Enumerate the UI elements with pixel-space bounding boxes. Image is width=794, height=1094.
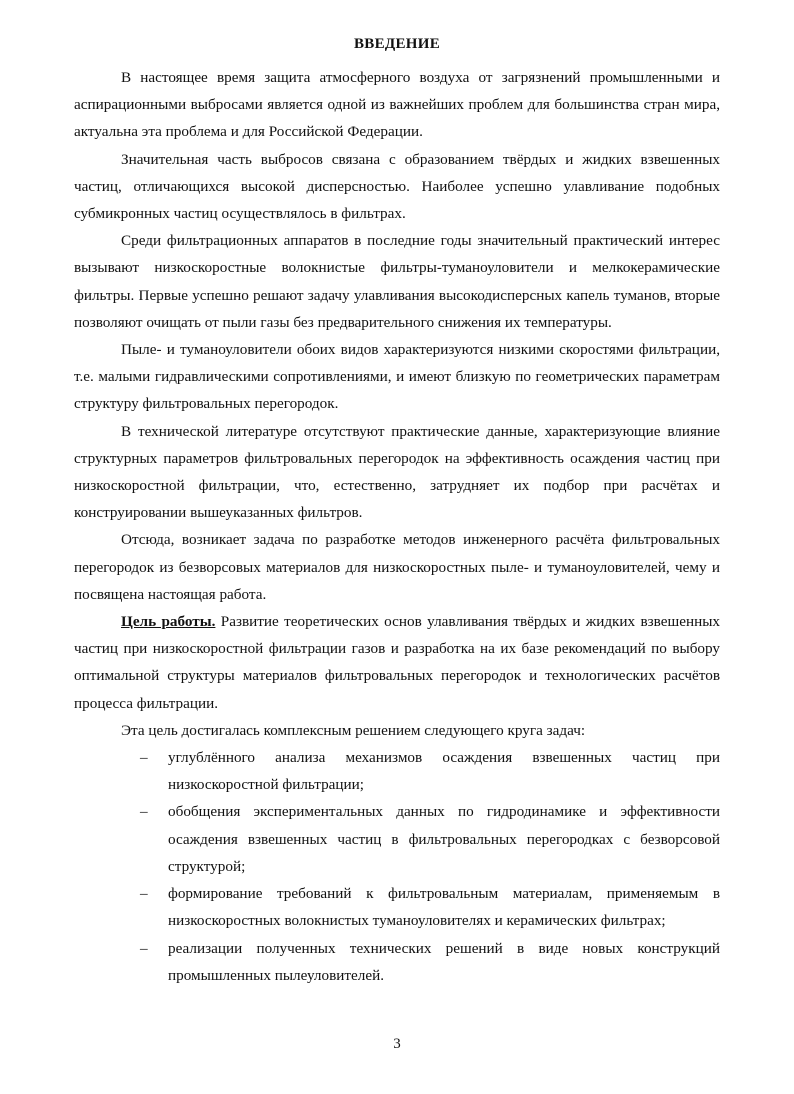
dash-marker: – xyxy=(140,749,148,767)
paragraph-1: В настоящее время защита атмосферного воздуха от загрязнений промышленными и аспирационными выбросами является одной из важнейших проблем для большинства стран мира, актуальна эта проблема и для Российской Федерации. xyxy=(74,69,720,141)
paragraph-5: В технической литературе отсутствуют практические данные, характеризующие влияние структурных параметров фильтровальных перегородок на эффективность осаждения частиц при низкоскоростной фильтрации, что, естественно, затрудняет их подбор при расчётах и конструировании вышеуказанных фильтров. xyxy=(74,422,720,522)
list-item xyxy=(74,880,720,934)
document-body xyxy=(74,64,720,989)
page-title: ВВЕДЕНИЕ xyxy=(353,36,441,52)
task-text: углублённого анализа механизмов осаждения взвешенных частиц при низкоскоростной фильтрации; xyxy=(168,749,720,794)
dash-marker: – xyxy=(140,885,148,903)
task-text: формирование требований к фильтровальным материалам, применяемым в низкоскоростных волокнистых туманоуловителях и керамических фильтрах; xyxy=(168,885,720,930)
list-item xyxy=(74,744,720,798)
paragraph-3: Среди фильтрационных аппаратов в последние годы значительный практический интерес вызывают низкоскоростные волокнистые фильтры-туманоуловители и мелкокерамические фильтры. Первые успешно решают задачу улавливания высокодисперсных капель туманов, вторые позволяют очищать от пыли газы без предварительного снижения их температуры. xyxy=(74,232,720,331)
task-text: реализации полученных технических решений в виде новых конструкций промышленных пылеуловителей. xyxy=(168,939,720,984)
paragraph-2: Значительная часть выбросов связана с образованием твёрдых и жидких взвешенных частиц, отличающихся высокой дисперсностью. Наиболее успешно улавливание подобных субмикронных частиц осуществлялось в фильтрах. xyxy=(74,150,720,223)
list-item xyxy=(74,935,720,989)
list-item xyxy=(74,798,720,880)
paragraph-6: Отсюда, возникает задача по разработке методов инженерного расчёта фильтровальных перегородок из безворсовых материалов для низкоскоростных пыле- и туманоуловителей, чему и посвящена настоящая работа. xyxy=(74,531,720,603)
dash-marker: – xyxy=(140,939,148,957)
goal-paragraph xyxy=(74,608,720,717)
task-list xyxy=(74,744,720,989)
task-text: обобщения экспериментальных данных по гидродинамике и эффективности осаждения взвешенных частиц в фильтровальных перегородках с безворсовой структурой; xyxy=(168,803,720,875)
goal-label: Цель работы. xyxy=(121,613,216,631)
tasks-intro: Эта цель достигалась комплексным решением следующего круга задач: xyxy=(121,721,586,739)
page-number: 3 xyxy=(393,1036,401,1052)
paragraph-4: Пыле- и туманоуловители обоих видов характеризуются низкими скоростями фильтрации, т.е. малыми гидравлическими сопротивлениями, и имеют близкую по геометрических параметрам структуру фильтровальных перегородок. xyxy=(74,341,720,413)
goal-text: Развитие теоретических основ улавливания твёрдых и жидких взвешенных частиц при низкоскоростной фильтрации газов и разработка на их базе рекомендаций по выбору оптимальной структуры материалов фильтровальных перегородок и технологических расчётов процесса фильтрации. xyxy=(74,613,720,712)
dash-marker: – xyxy=(140,803,148,821)
